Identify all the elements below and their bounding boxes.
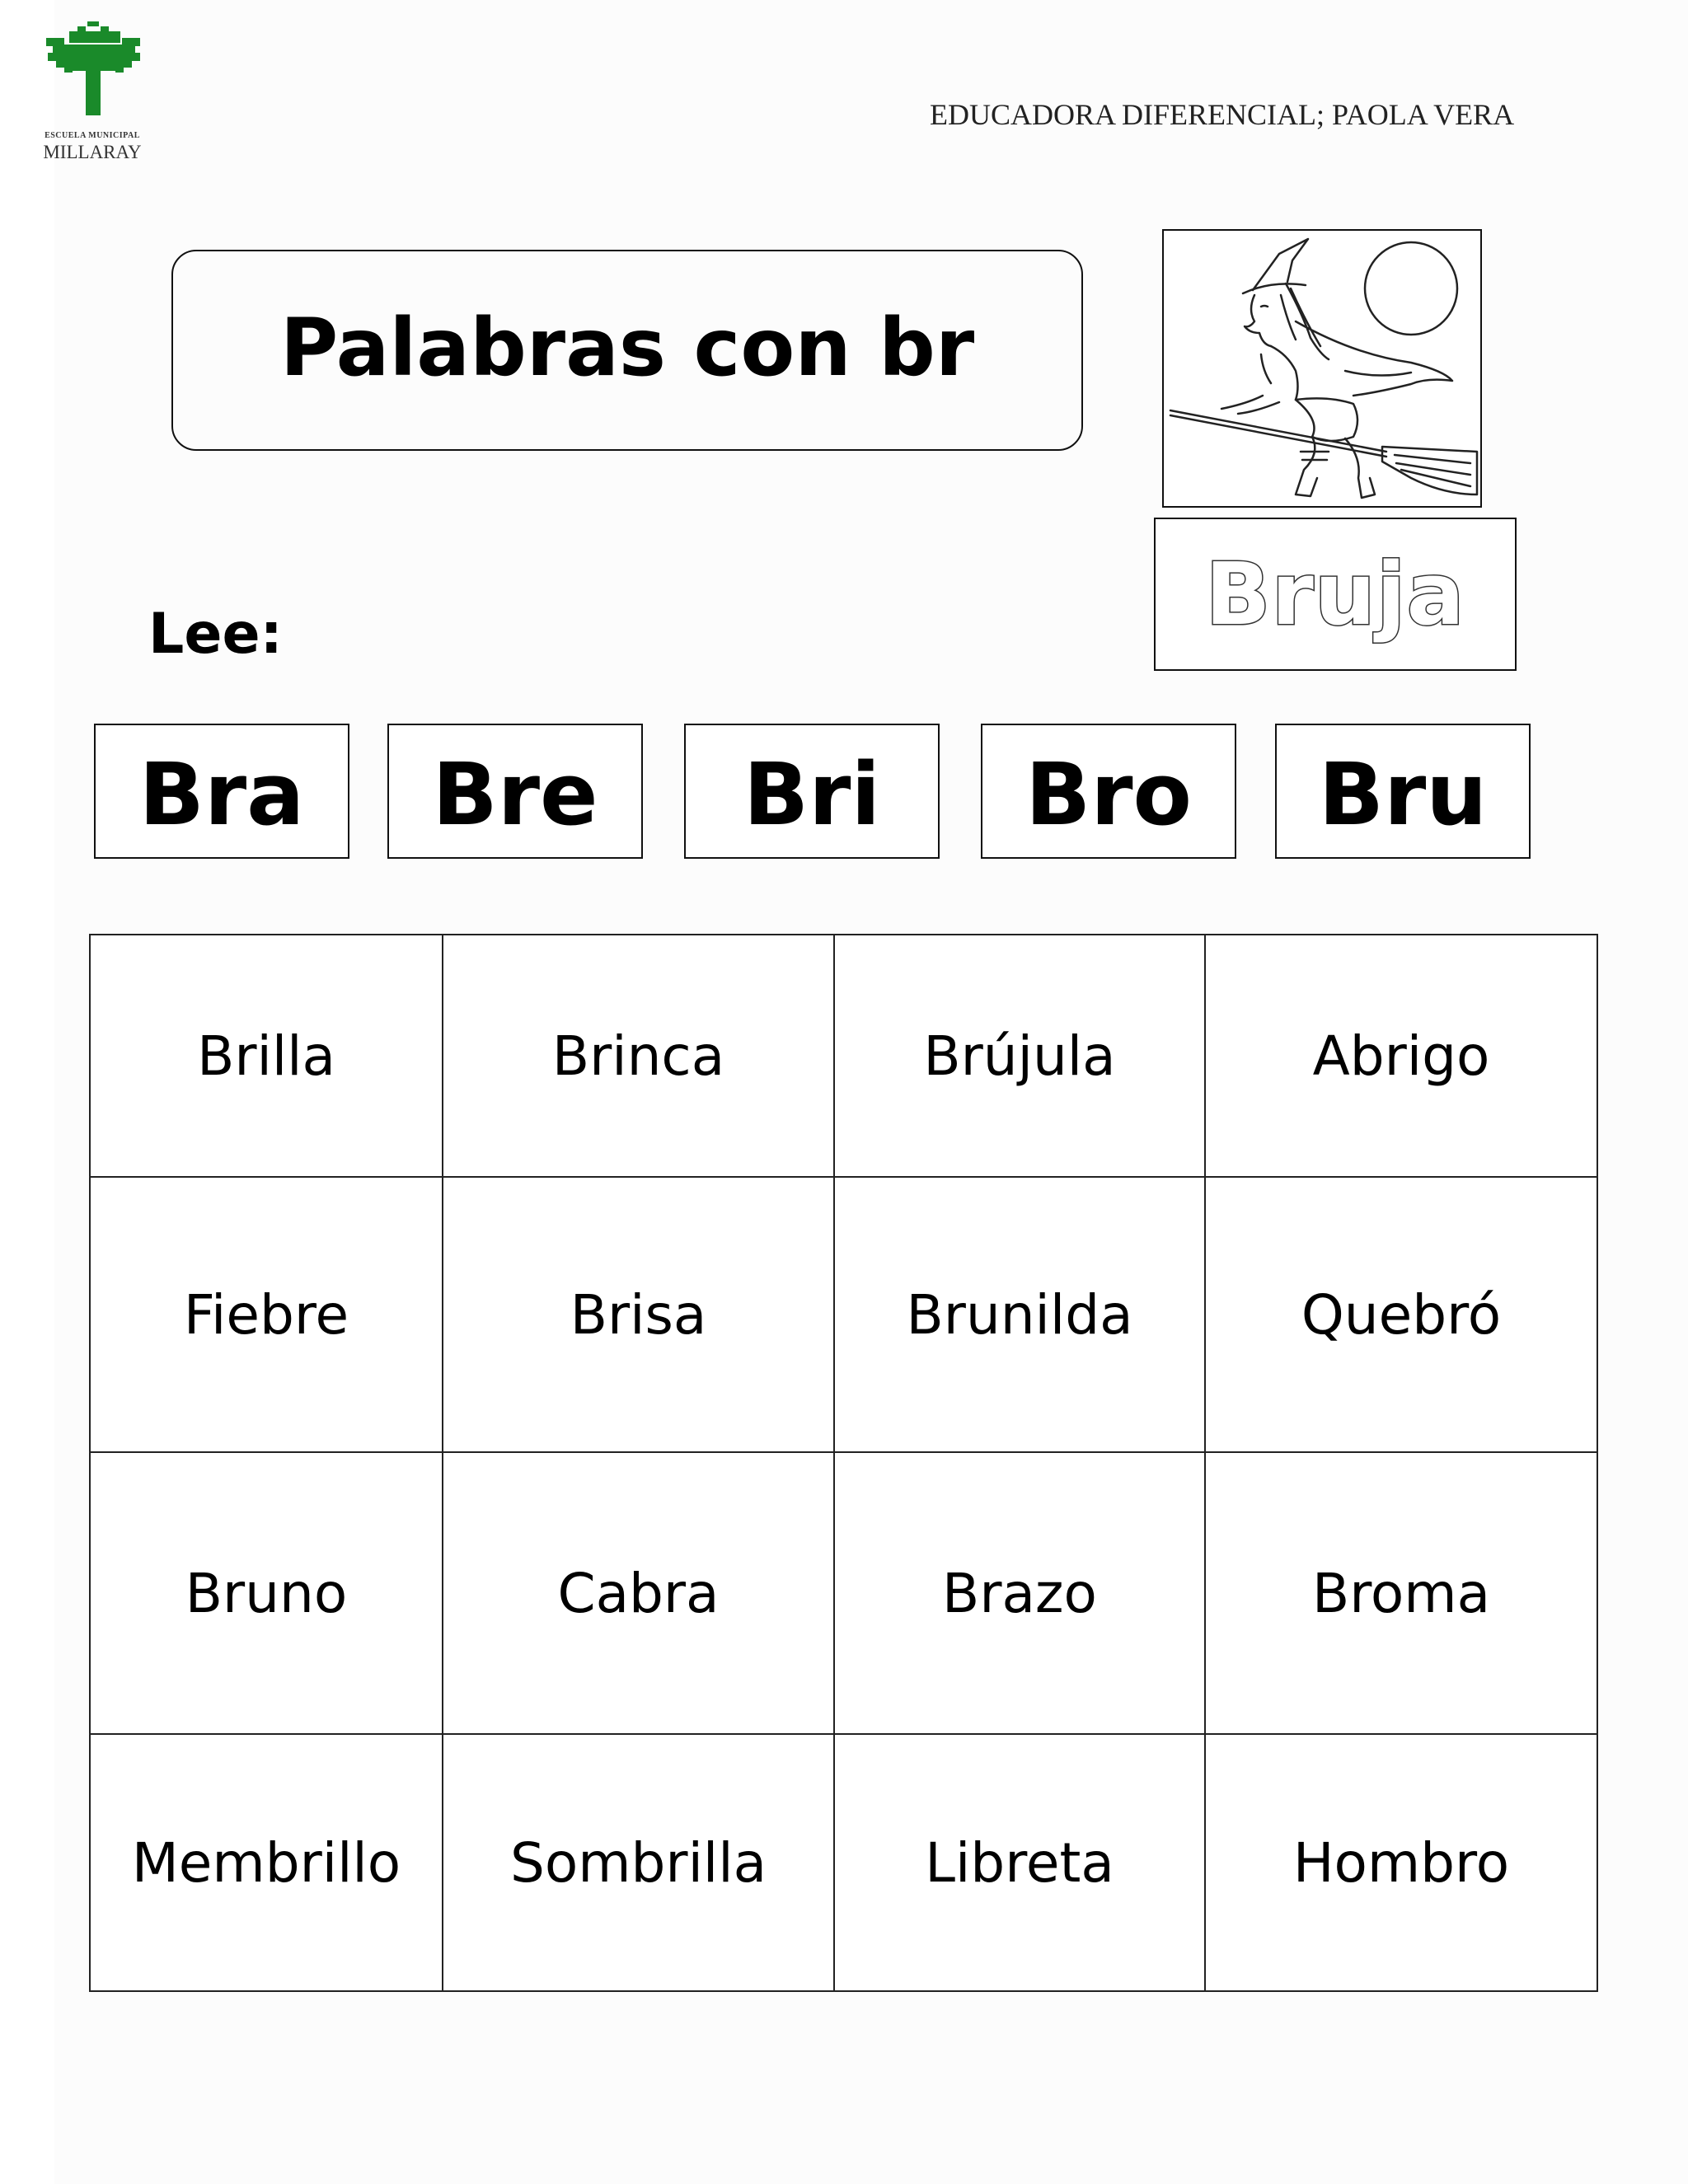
example-word: Bruja (1205, 544, 1465, 644)
author-header: EDUCADORA DIFERENCIAL; PAOLA VERA (930, 98, 1515, 131)
word-cell: Brazo (834, 1452, 1205, 1734)
words-table (89, 934, 1598, 1992)
word-cell: Brisa (443, 1177, 834, 1452)
word-cell: Fiebre (90, 1177, 443, 1452)
witch-on-broom-icon (1164, 231, 1480, 506)
example-word-box (1154, 518, 1517, 671)
instruction-label: Lee: (148, 602, 283, 667)
word-cell: Brilla (90, 935, 443, 1177)
syllable-card (981, 724, 1236, 859)
table-row (90, 1734, 1597, 1991)
word-cell: Brinca (443, 935, 834, 1177)
table-row (90, 935, 1597, 1177)
word-cell: Sombrilla (443, 1734, 834, 1991)
syllable-text: Bre (432, 744, 598, 845)
table-row (90, 1177, 1597, 1452)
page-title: Palabras con br (279, 302, 975, 394)
logo-school-label: ESCUELA MUNICIPAL (45, 131, 140, 140)
word-cell: Brunilda (834, 1177, 1205, 1452)
word-cell: Brújula (834, 935, 1205, 1177)
word-cell: Abrigo (1205, 935, 1597, 1177)
word-cell: Libreta (834, 1734, 1205, 1991)
syllable-card (1275, 724, 1531, 859)
example-image-frame (1162, 229, 1482, 508)
syllable-card (387, 724, 643, 859)
word-cell: Cabra (443, 1452, 834, 1734)
syllable-text: Bra (138, 744, 305, 845)
logo-school-name: MILLARAY (43, 142, 142, 162)
tree-logo-icon (45, 20, 143, 119)
word-cell: Quebró (1205, 1177, 1597, 1452)
word-cell: Hombro (1205, 1734, 1597, 1991)
school-logo (33, 20, 157, 160)
syllable-text: Bru (1318, 744, 1488, 845)
syllable-card (684, 724, 940, 859)
title-box (171, 250, 1083, 451)
word-cell: Broma (1205, 1452, 1597, 1734)
syllable-text: Bri (743, 744, 881, 845)
word-cell: Membrillo (90, 1734, 443, 1991)
table-row (90, 1452, 1597, 1734)
word-cell: Bruno (90, 1452, 443, 1734)
syllable-card (94, 724, 349, 859)
syllable-text: Bro (1025, 744, 1192, 845)
